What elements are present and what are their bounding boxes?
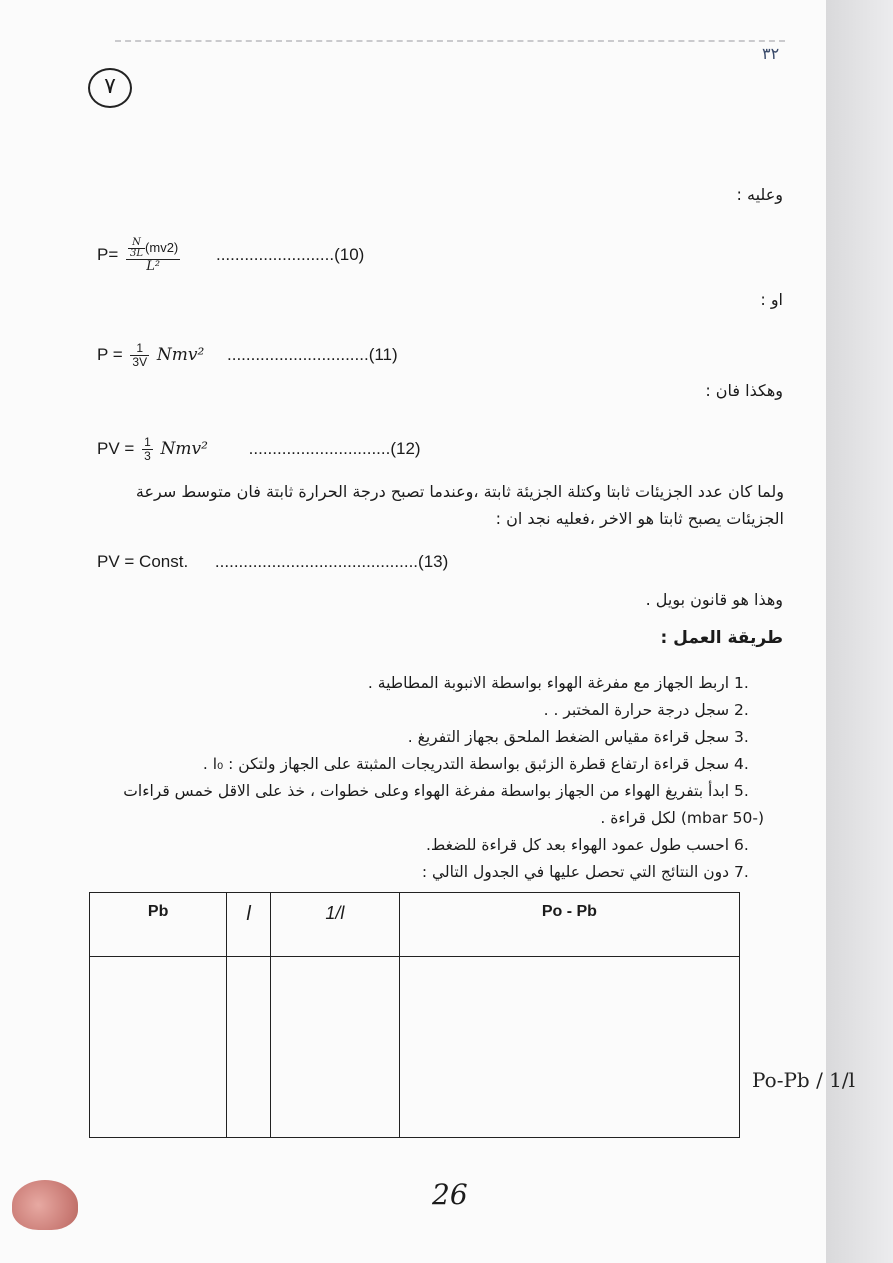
cell-po-minus-pb (399, 957, 739, 1138)
top-noise-line (115, 40, 785, 50)
circled-page-number: ٧ (88, 68, 132, 108)
eq10-inner-fraction (128, 238, 145, 259)
step-4-num: 4. (734, 755, 749, 773)
paragraph-constant-speed: ولما كان عدد الجزيئات ثابتا وكتلة الجزيئة ثابتة ،وعندما تصبح درجة الحرارة ثابتة فان متوسط سرعة الجزيئات يصبح ثابتا هو الاخر ،فعليه نجد ان : (135, 482, 784, 528)
step-6 (100, 832, 764, 859)
step-7-text: دون النتائج التي تحصل عليها في الجدول التالي : (421, 863, 730, 881)
handwritten-side-note: Po-Pb / 1/l (752, 1068, 856, 1092)
header-pb: Pb (90, 893, 227, 957)
text-or: او : (760, 290, 783, 309)
text-thus: وهكذا فان : (705, 381, 783, 400)
eq11-den: 3V (132, 355, 148, 369)
cell-l (227, 957, 271, 1138)
step-5-text: ابدأ بتفريغ الهواء من الجهاز بواسطة مفرغة الهواء وعلى خطوات ، خذ على الاقل خمس قراءات (-50 mbar) لكل قراءة . (123, 782, 764, 827)
corner-mark: ٣٢ (762, 44, 780, 63)
scanner-thumb (12, 1180, 78, 1230)
eq12-body: Nmv² (160, 438, 208, 459)
step-4-text: سجل قراءة ارتفاع قطرة الزئبق بواسطة التدريجات المثبتة على الجهاز ولتكن : l₀ . (202, 755, 730, 773)
eq10-inner-den: 3L (130, 248, 144, 259)
step-5 (100, 778, 764, 832)
eq12-den: 3 (144, 449, 151, 463)
procedure-steps (100, 670, 764, 886)
step-6-text: احسب طول عمود الهواء بعد كل قراءة للضغط. (426, 836, 730, 854)
eq11-label: (11) (368, 344, 398, 364)
eq10-label: (10) (334, 244, 365, 264)
text-therefore: وعليه : (736, 185, 783, 204)
results-table (89, 892, 740, 1138)
step-1-num: 1. (734, 674, 749, 692)
eq12-dots: .............................. (248, 438, 391, 458)
eq12-num: 1 (144, 435, 151, 449)
step-1-text: اربط الجهاز مع مفرغة الهواء بواسطة الانبوبة المطاطية . (367, 674, 730, 692)
header-inverse-l: 1/l (270, 893, 399, 957)
step-7-num: 7. (734, 863, 749, 881)
equation-12 (97, 436, 421, 463)
eq10-numerator (126, 238, 180, 260)
step-7 (100, 859, 764, 886)
step-3 (100, 724, 764, 751)
step-3-num: 3. (734, 728, 749, 746)
eq10-dots: ......................... (215, 244, 335, 264)
cell-pb (90, 957, 227, 1138)
page-number: 26 (432, 1178, 468, 1211)
step-6-num: 6. (734, 836, 749, 854)
eq13-text: PV = Const. (97, 552, 189, 571)
header-l: l (227, 893, 271, 957)
step-3-text: سجل قراءة مقياس الضغط الملحق بجهاز التفريغ . (407, 728, 730, 746)
header-po-minus-pb: Po - Pb (399, 893, 739, 957)
equation-10 (97, 238, 364, 273)
eq10-inner-num: N (128, 238, 145, 249)
eq10-fraction (126, 238, 180, 273)
eq12-label: (12) (390, 438, 421, 458)
eq12-fraction (142, 436, 153, 463)
eq13-dots: ........................................... (214, 552, 419, 571)
step-4 (100, 751, 764, 778)
eq10-lhs: P= (97, 244, 119, 264)
eq11-dots: .............................. (227, 344, 369, 364)
equation-13 (97, 552, 448, 572)
eq10-numer-tail: (mv2) (145, 239, 179, 255)
eq10-denominator: L² (146, 259, 161, 274)
step-2-text: سجل درجة حرارة المختبر . . (543, 701, 730, 719)
table-row (90, 957, 740, 1138)
eq11-fraction (130, 342, 149, 369)
eq13-label: (13) (418, 552, 449, 571)
step-2-num: 2. (734, 701, 749, 719)
eq11-body: Nmv² (156, 344, 205, 365)
step-1 (100, 670, 764, 697)
cell-inverse-l (270, 957, 399, 1138)
text-boyle-law: وهذا هو قانون بويل . (645, 590, 783, 609)
eq11-num: 1 (130, 342, 149, 356)
eq11-lhs: P = (97, 344, 123, 364)
step-5-num: 5. (734, 782, 749, 800)
step-2 (100, 697, 764, 724)
equation-11 (97, 342, 398, 369)
eq12-lhs: PV = (97, 438, 135, 458)
method-heading: طريقة العمل : (660, 628, 783, 648)
table-header-row (90, 893, 740, 957)
